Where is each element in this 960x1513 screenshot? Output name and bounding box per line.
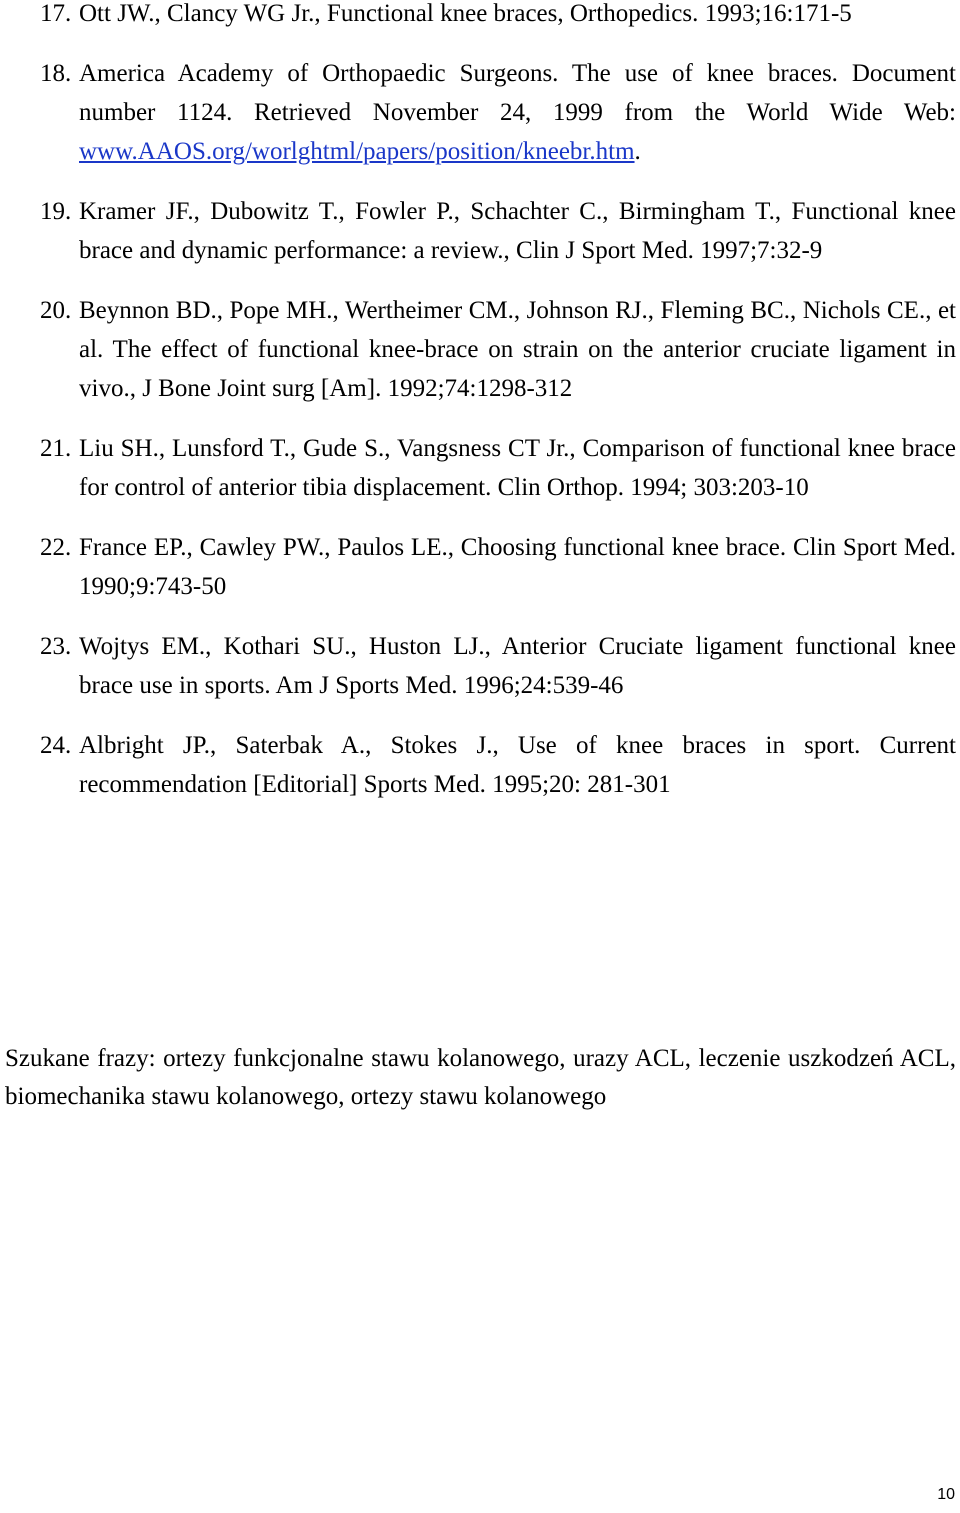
reference-citation: Albright JP., Saterbak A., Stokes J., Use of knee braces in sport. Current recommendation [Editorial] Sports Med. 1995;20: 281-301 [79,732,956,798]
reference-item-19 [40,192,956,270]
reference-text [79,726,956,804]
reference-text [79,528,956,606]
reference-item-17 [40,0,956,33]
reference-number: 20. [40,297,72,324]
reference-citation: France EP., Cawley PW., Paulos LE., Choosing functional knee brace. Clin Sport Med. 1990;9:743-50 [79,534,956,600]
reference-item-22 [40,528,956,606]
reference-citation: Wojtys EM., Kothari SU., Huston LJ., Anterior Cruciate ligament functional knee brace use in sports. Am J Sports Med. 1996;24:539-46 [79,633,956,699]
reference-number: 22. [40,534,72,561]
reference-number: 24. [40,732,72,759]
reference-text [79,627,956,705]
reference-number: 23. [40,633,72,660]
reference-item-18 [40,54,956,171]
reference-text [79,429,956,507]
reference-item-20 [40,291,956,408]
reference-number: 21. [40,435,72,462]
reference-item-24 [40,726,956,804]
reference-citation: America Academy of Orthopaedic Surgeons. The use of knee braces. Document number 1124. Retrieved November 24, 1999 from the World Wide Web: [79,60,956,126]
page-number: 10 [937,1486,955,1503]
reference-text [79,192,956,270]
reference-citation: Ott JW., Clancy WG Jr., Functional knee braces, Orthopedics. 1993;16:171-5 [79,0,852,27]
reference-text [79,0,956,33]
reference-text [79,54,956,171]
reference-citation: Beynnon BD., Pope MH., Wertheimer CM., Johnson RJ., Fleming BC., Nichols CE., et al. The effect of functional knee-brace on strain on the anterior cruciate ligament in vivo., J Bone Joint surg [Am]. 1992;74:1298-312 [79,297,956,402]
reference-citation: Kramer JF., Dubowitz T., Fowler P., Schachter C., Birmingham T., Functional knee brace and dynamic performance: a review., Clin J Sport Med. 1997;7:32-9 [79,198,956,264]
reference-number: 17. [40,0,72,27]
reference-trailing-punctuation: . [634,138,641,165]
reference-number: 18. [40,60,72,87]
reference-number: 19. [40,198,72,225]
reference-text [79,291,956,408]
reference-citation: Liu SH., Lunsford T., Gude S., Vangsness CT Jr., Comparison of functional knee brace for control of anterior tibia displacement. Clin Orthop. 1994; 303:203-10 [79,435,956,501]
reference-list [40,0,956,825]
aaos-link[interactable]: www.AAOS.org/worlghtml/papers/position/kneebr.htm [79,138,635,165]
reference-item-23 [40,627,956,705]
search-phrases-paragraph: Szukane frazy: ortezy funkcjonalne stawu kolanowego, urazy ACL, leczenie uszkodzeń ACL, biomechanika stawu kolanowego, ortezy stawu kolanowego [5,1045,956,1110]
reference-item-21 [40,429,956,507]
